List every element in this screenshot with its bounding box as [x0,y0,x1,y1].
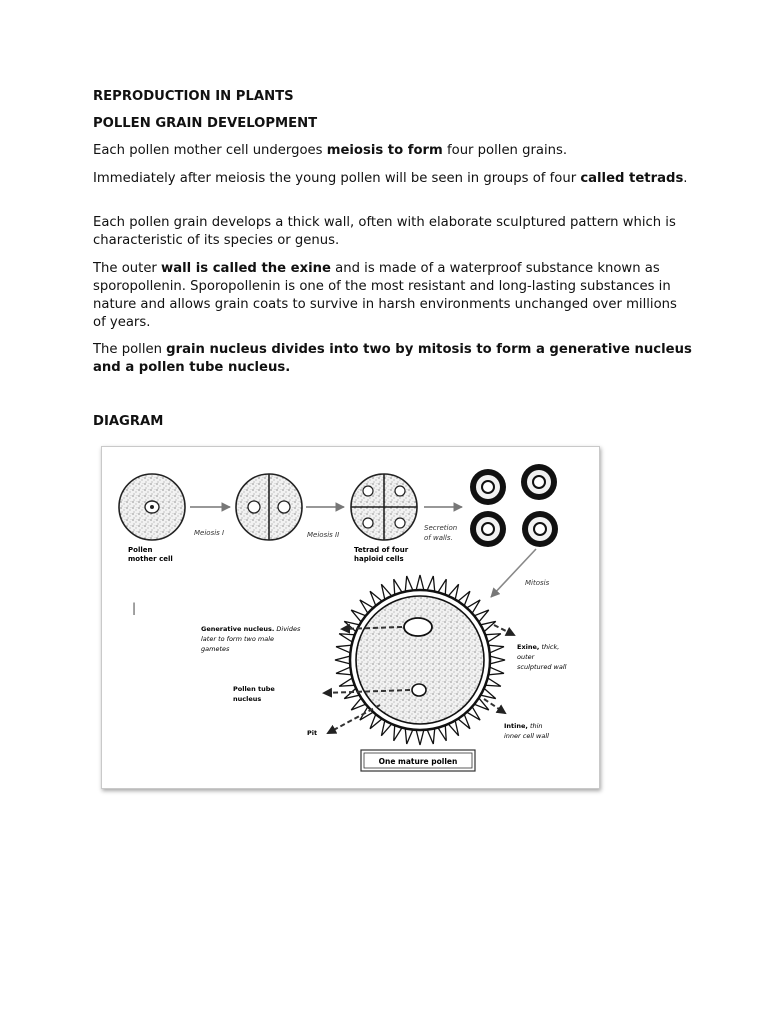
label-pollen-tube-2: nucleus [233,695,262,703]
label-generative-1: Generative nucleus. Divides [201,625,301,633]
para2-text-a: Immediately after meiosis the young pollen will be seen in groups of four [93,171,581,186]
young-pollen-1 [470,469,506,505]
arrow-intine [484,699,505,713]
young-pollen-3 [470,511,506,547]
label-meiosis-1: Meiosis I [194,529,225,537]
para4-text-c: and is made of a waterproof substance known as sporopollenin. Sporopollenin is one of the most resistant and long-lasting substances in nature and allows grain coats to survive in harsh environments unchanged over millions of years. [93,261,677,330]
label-meiosis-2: Meiosis II [307,531,340,539]
label-intine-2: inner cell wall [504,732,549,740]
stray-mark: | [132,601,137,615]
paragraph-nucleus [93,341,693,377]
para1-bold: meiosis to form [326,143,443,158]
label-pit: Pit [307,729,318,737]
label-exine-1: Exine, thick, [517,643,560,651]
document-title: REPRODUCTION IN PLANTS [93,89,294,104]
arrow-mitosis [491,549,536,597]
label-pollen-mother-cell-2: mother cell [128,555,173,563]
label-generative-2: later to form two male [201,635,275,643]
exine-spike [416,729,424,745]
diagram-heading: DIAGRAM [93,414,164,429]
para1-text-c: four pollen grains. [442,143,568,158]
mature-pollen-grain [335,575,505,745]
label-exine-3: sculptured wall [517,663,567,671]
young-pollen-grains [470,464,558,547]
exine-spike [489,656,505,664]
label-intine-1: Intine, thin [504,722,543,730]
pollen-tube-nucleus [412,684,426,696]
para2-bold: called tetrads [580,171,684,186]
generative-nucleus [404,618,432,636]
caption-text: One mature pollen [378,757,458,766]
pollen-mother-cell [119,474,185,540]
label-secretion-2: of walls. [424,534,453,542]
paragraph-exine [93,260,693,332]
mature-pollen-caption [361,750,475,771]
tetrad-cell [351,474,417,540]
section-heading: POLLEN GRAIN DEVELOPMENT [93,116,318,131]
para2-text-c: . [683,171,688,186]
young-pollen-4 [522,511,558,547]
paragraph-wall: Each pollen grain develops a thick wall, often with elaborate sculptured pattern which is characteristic of its species or genus. [93,215,676,248]
label-mitosis: Mitosis [525,579,550,587]
label-pollen-tube-1: Pollen tube [233,685,275,693]
para4-text-a: The outer [93,261,162,276]
para5-text-a: The pollen [93,342,167,357]
dyad-cell [236,474,302,540]
para5-bold: grain nucleus divides into two by mitosis to form a generative nucleus and a pollen tube nucleus. [93,342,692,375]
paragraph-meiosis [93,142,693,160]
paragraph-tetrads [93,170,693,188]
label-secretion-1: Secretion [424,524,458,532]
para4-bold: wall is called the exine [161,261,331,276]
pollen-diagram-svg [102,447,599,788]
para1-text-a: Each pollen mother cell undergoes [93,143,327,158]
young-pollen-2 [521,464,557,500]
label-pollen-mother-cell-1: Pollen [128,546,153,554]
label-tetrad-2: haploid cells [354,555,404,563]
exine-spike [416,575,424,591]
exine-spike [335,656,351,664]
label-exine-2: outer [517,653,535,661]
pollen-diagram [101,446,600,789]
label-generative-3: gametes [201,645,230,653]
label-tetrad-1: Tetrad of four [354,546,409,554]
